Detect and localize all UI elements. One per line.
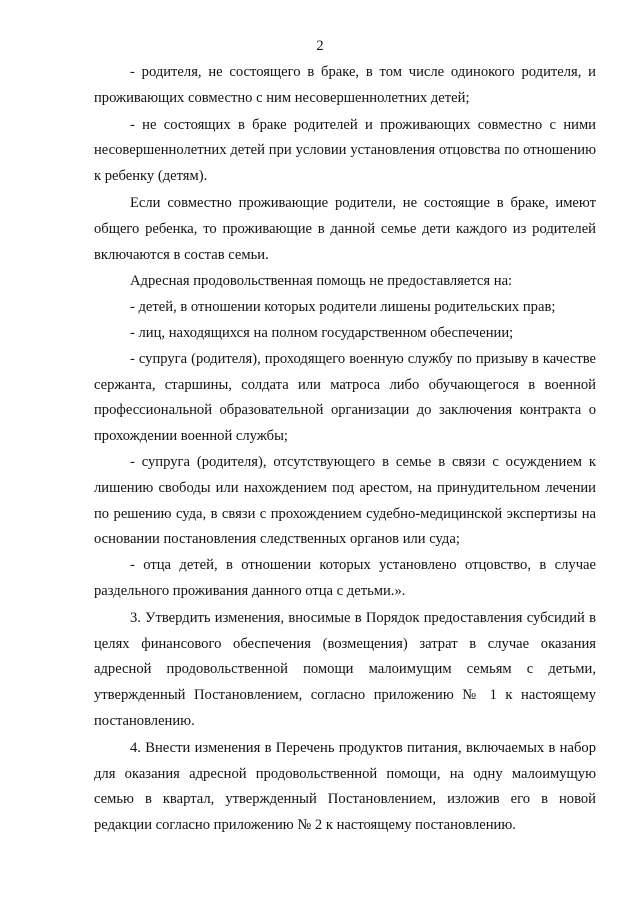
paragraph-item-3: 3. Утвердить изменения, вносимые в Порядок предоставления субсидий в целях финансового обеспечения (возмещения) затрат в случае оказания адресной продовольственной помощи малоимущим семьям с детьми, утвержденный Постановлением, согласно приложению № 1 к настоящему постановлению. — [94, 609, 596, 729]
page-number: 2 — [316, 38, 324, 54]
paragraph-exclusion-deprived-children: - детей, в отношении которых родители лишены родительских прав; — [130, 299, 556, 316]
paragraph-exclusion-military-service: - супруга (родителя), проходящего военную службу по призыву в качестве сержанта, старшины, солдата или матроса либо обучающегося в военной профессиональной образовательной организации до заключения контракта о прохождении военной службы; — [94, 350, 596, 445]
paragraph-exclusion-separate-father: - отца детей, в отношении которых установлено отцовство, в случае раздельного проживания данного отца с детьми.». — [94, 557, 596, 599]
paragraph-exclusions-intro: Адресная продовольственная помощь не предоставляется на: — [130, 273, 513, 290]
paragraph-exclusion-convicted-spouse: - супруга (родителя), отсутствующего в семье в связи с осуждением к лишению свободы или нахождением под арестом, на принудительном лечении по решению суда, в связи с прохождением судебно-медицинской экспертизы на основании постановления следственных органов или суда; — [94, 453, 596, 548]
paragraph-exclusion-state-support: - лиц, находящихся на полном государственном обеспечении; — [130, 324, 514, 341]
paragraph-single-parent: - родителя, не состоящего в браке, в том числе одинокого родителя, и проживающих совместно с ним несовершеннолетних детей; — [94, 64, 596, 106]
paragraph-item-4: 4. Внести изменения в Перечень продуктов питания, включаемых в набор для оказания адресной продовольственной помощи, на одну малоимущую семью в квартал, утвержденный Постановлением, изложив его в новой редакции согласно приложению № 2 к настоящему постановлению. — [94, 739, 596, 834]
document-body — [94, 60, 596, 839]
paragraph-unmarried-parents: - не состоящих в браке родителей и проживающих совместно с ними несовершеннолетних детей при условии установления отцовства по отношению к ребенку (детям). — [94, 116, 596, 185]
paragraph-common-child: Если совместно проживающие родители, не состоящие в браке, имеют общего ребенка, то проживающие в данной семье дети каждого из родителей включаются в состав семьи. — [94, 194, 596, 263]
